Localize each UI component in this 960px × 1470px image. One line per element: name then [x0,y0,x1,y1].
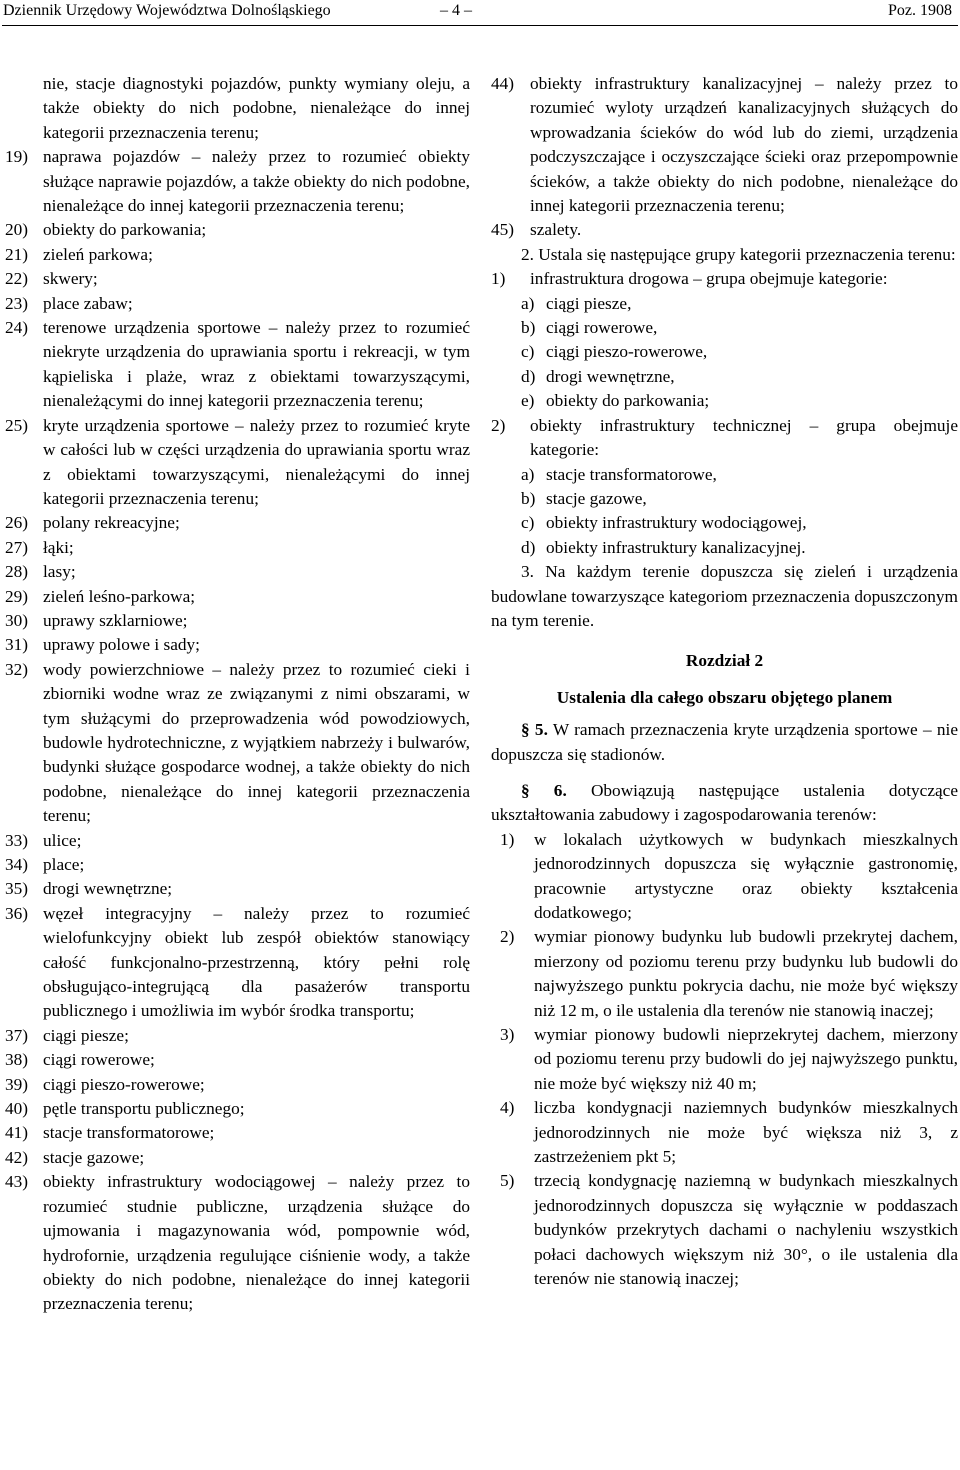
item-text: ciągi rowerowe, [546,318,658,338]
header-divider [2,25,958,26]
item-text: obiekty infrastruktury wodociągowej – należy przez to rozumieć studnie publiczne, urządzenia służące do ujmowania i magazynowania wód, pompownie wód, hydrofornie, urządzenia regulujące ciśnienie wody, a także obiekty do nich podobne, nienależące do innej kategorii przeznaczenia terenu; [43,1172,470,1314]
item-number: c) [521,342,535,362]
chapter-heading: Rozdział 2 [685,651,764,671]
item-number: d) [521,537,536,557]
list-item [5,560,470,584]
position-number: Poz. 1908 [888,2,952,19]
item-number: 33) [5,830,29,850]
group-subitem [491,365,958,389]
item-text: ciągi rowerowe; [43,1050,155,1070]
right-column [491,72,958,1292]
list-item [5,292,470,316]
group-subitem [491,536,958,560]
item-text: drogi wewnętrzne; [43,879,173,899]
group-item [491,267,958,291]
item-text: szalety. [530,220,582,240]
item-number: d) [521,366,536,386]
group-subitem [491,389,958,413]
left-item-list [5,145,470,1317]
item-text: stacje transformatorowe, [546,464,717,484]
item-number: 44) [491,74,515,93]
paragraph-3: 3. Na każdym terenie dopuszcza się zieleń i urządzenia budowlane towarzyszące kategoriom przeznaczenia dopuszczonym na tym terenie. [491,562,958,630]
item-text: ciągi piesze, [546,293,632,313]
item-text: zieleń parkowa; [43,244,153,264]
item-text: naprawa pojazdów – należy przez to rozumieć obiekty służące naprawie pojazdów, a także obiekty do nich podobne, nienależące do innej kategorii przeznaczenia terenu; [43,147,470,216]
item-number: 29) [5,586,29,606]
list-item [491,218,958,242]
group-list [491,267,958,560]
list-item [5,243,470,267]
section-6-number: § 6. [521,780,567,800]
list-item [5,829,470,853]
item-number: 40) [5,1099,29,1119]
item-number: 2) [491,415,506,435]
item-number: 22) [5,269,29,289]
item-text: drogi wewnętrzne, [546,366,675,386]
item-number: 20) [5,220,29,240]
list-item [5,316,470,414]
group-subitem [491,511,958,535]
paragraph-2: 2. Ustala się następujące grupy kategorii przeznaczenia terenu: [521,244,956,264]
group-subitem [491,340,958,364]
item-text: uprawy szklarniowe; [43,610,188,630]
item-number: 4) [500,1098,515,1118]
item-number: 26) [5,513,29,533]
item-number: 25) [5,415,29,435]
list-item [5,633,470,657]
section-6-item [491,925,958,1023]
item-number: a) [521,293,535,313]
group-item [491,414,958,463]
item-number: b) [521,488,536,508]
item-number: b) [521,318,536,338]
list-item [5,218,470,242]
item-text: polany rekreacyjne; [43,513,180,533]
item-number: 38) [5,1050,29,1070]
item-number: 27) [5,537,29,557]
item-text: infrastruktura drogowa – grupa obejmuje kategorie: [530,269,888,289]
item-number: 42) [5,1147,29,1167]
list-item [5,585,470,609]
item-text: zieleń leśno-parkowa; [43,586,196,606]
item-number: 2) [500,927,515,947]
item-text: stacje gazowe, [546,488,647,508]
item-number: 37) [5,1025,29,1045]
item-number: 24) [5,318,29,338]
list-item [5,536,470,560]
item-number: c) [521,513,535,533]
group-subitem [491,292,958,316]
section-6-text: Obowiązują następujące ustalenia dotyczące ukształtowania zabudowy i zagospodarowania terenów: [491,780,959,825]
intro-continuation: nie, stacje diagnostyki pojazdów, punkty wymiany oleju, a także obiekty do nich podobne, nienależące do innej kategorii przeznaczenia terenu; [43,74,470,142]
item-number: 1) [491,269,506,289]
item-text: place; [43,855,85,874]
item-text: skwery; [43,269,98,289]
section-5-text: W ramach przeznaczenia kryte urządzenia sportowe – nie dopuszcza się stadionów. [491,720,959,764]
list-item [5,1048,470,1072]
item-text: obiekty infrastruktury wodociągowej, [546,513,807,533]
item-text: place zabaw; [43,293,133,313]
item-text: kryte urządzenia sportowe – należy przez to rozumieć kryte w całości lub w części urządzenia do uprawiania sportu wraz z obiektami towarzyszącymi, nienależącymi do innej kategorii przeznaczenia terenu; [43,415,470,508]
item-text: obiekty infrastruktury technicznej – grupa obejmuje kategorie: [530,415,958,460]
left-column [5,72,470,1317]
list-item [5,902,470,1024]
right-item-list [491,72,958,243]
section-6-item [491,1096,958,1169]
item-number: a) [521,464,535,484]
item-text: ciągi pieszo-rowerowe, [546,342,708,362]
item-number: 1) [500,829,515,849]
item-text: ciągi pieszo-rowerowe; [43,1074,205,1094]
item-text: w lokalach użytkowych w budynkach mieszkalnych jednorodzinnych dopuszcza się wyłącznie gastronomię, pracownie artystyczne oraz obiekty kształcenia dodatkowego; [534,829,958,922]
item-number: 3) [500,1025,515,1045]
journal-title: Dziennik Urzędowy Województwa Dolnośląskiego [3,2,331,19]
item-text: lasy; [43,562,76,582]
item-number: 28) [5,562,29,582]
item-number: 36) [5,903,29,923]
item-text: uprawy polowe i sady; [43,635,200,655]
item-number: e) [521,391,535,411]
list-item [5,877,470,901]
list-item [5,853,470,877]
item-text: węzeł integracyjny – należy przez to rozumieć wielofunkcyjny obiekt lub zespół obiektów stanowiący całość funkcjonalno-przestrzenną, który pełni rolę obsługująco-integrującą dla pasażerów transportu publicznego i umożliwia im wybór środka transportu; [43,903,470,1021]
group-subitem [491,487,958,511]
list-item [5,658,470,829]
item-text: ciągi piesze; [43,1025,129,1045]
list-item [5,1121,470,1145]
list-item [5,511,470,535]
item-number: 31) [5,635,29,655]
item-number: 39) [5,1074,29,1094]
section-5-number: § 5. [521,720,548,740]
item-number: 34) [5,855,29,874]
item-number: 19) [5,147,29,167]
section-6-item [491,1169,958,1291]
item-number: 30) [5,610,29,630]
item-text: obiekty do parkowania; [546,391,710,411]
item-number: 21) [5,244,29,264]
item-number: 5) [500,1171,515,1191]
section-6-item [491,828,958,926]
chapter-title: Ustalenia dla całego obszaru objętego planem [556,687,893,707]
item-text: obiekty infrastruktury kanalizacyjnej – należy przez to rozumieć wyloty urządzeń kanalizacyjnych służących do wprowadzania ścieków do wód lub do ziemi, urządzenia podczyszczające i oczyszczające ścieki oraz przepompownie ścieków, a także obiekty do nich podobne, nienależące do innej kategorii przeznaczenia terenu; [530,74,958,216]
item-number: 35) [5,879,29,899]
group-subitem [491,463,958,487]
list-item [5,1024,470,1048]
page-number: – 4 – [440,2,472,19]
section-6 [491,779,958,828]
item-text: wymiar pionowy budowli nieprzekrytej dachem, mierzony od poziomu terenu przy budowli do jej najwyższego punktu, nie może być większy niż 40 m; [534,1025,958,1093]
item-text: trzecią kondygnację naziemną w budynkach mieszkalnych jednorodzinnych dopuszcza się wyłącznie w poddaszach budynków przekrytych dachami o nachyleniu wszystkich połaci dachowych większym niż 30°, o ile ustalenia dla terenów nie stanowią inaczej; [534,1171,958,1289]
item-text: pętle transportu publicznego; [43,1099,245,1119]
item-number: 45) [491,220,515,240]
section-5 [491,718,958,767]
item-text: obiekty infrastruktury kanalizacyjnej. [546,537,806,557]
item-text: łąki; [43,537,74,557]
item-text: liczba kondygnacji naziemnych budynków mieszkalnych jednorodzinnych nie może być większa niż 3, z zastrzeżeniem pkt 5; [534,1098,958,1167]
list-item [5,1170,470,1316]
list-item [5,414,470,512]
section-6-item [491,1023,958,1096]
item-number: 23) [5,293,29,313]
item-text: ulice; [43,830,82,850]
item-text: terenowe urządzenia sportowe – należy przez to rozumieć niekryte urządzenia do uprawiania sportu i rekreacji, w tym kąpieliska i plaże, wraz z obiektami towarzyszącymi, nienależącymi do innej kategorii przeznaczenia terenu; [43,318,470,411]
item-text: wymiar pionowy budynku lub budowli przekrytej dachem, mierzony od poziomu terenu przy budynku lub budowli do najwyższego punktu pokrycia dachu, nie może być większy niż 12 m, o ile ustalenia dla terenów nie stanowią inaczej; [534,927,958,1020]
list-item [5,1146,470,1170]
section-6-list [491,828,958,1292]
list-item [5,1097,470,1121]
list-item [5,145,470,218]
item-number: 41) [5,1123,29,1143]
item-text: obiekty do parkowania; [43,220,207,240]
group-subitem [491,316,958,340]
list-item [5,1073,470,1097]
page-header [0,0,960,30]
list-item [5,267,470,291]
list-item [5,609,470,633]
item-text: wody powierzchniowe – należy przez to rozumieć cieki i zbiorniki wodne wraz ze związanymi z nimi obszarami, w tym służącymi do przeprowadzenia wód powodziowych, budowle hydrotechniczne, z wyjątkiem nabrzeży i bulwarów, budynki służące gospodarce wodnej, a także obiekty do nich podobne, nienależące do innej kategorii przeznaczenia terenu; [43,659,470,826]
item-number: 43) [5,1172,29,1192]
item-number: 32) [5,659,29,679]
item-text: stacje gazowe; [43,1147,145,1167]
list-item [491,72,958,218]
item-text: stacje transformatorowe; [43,1123,215,1143]
